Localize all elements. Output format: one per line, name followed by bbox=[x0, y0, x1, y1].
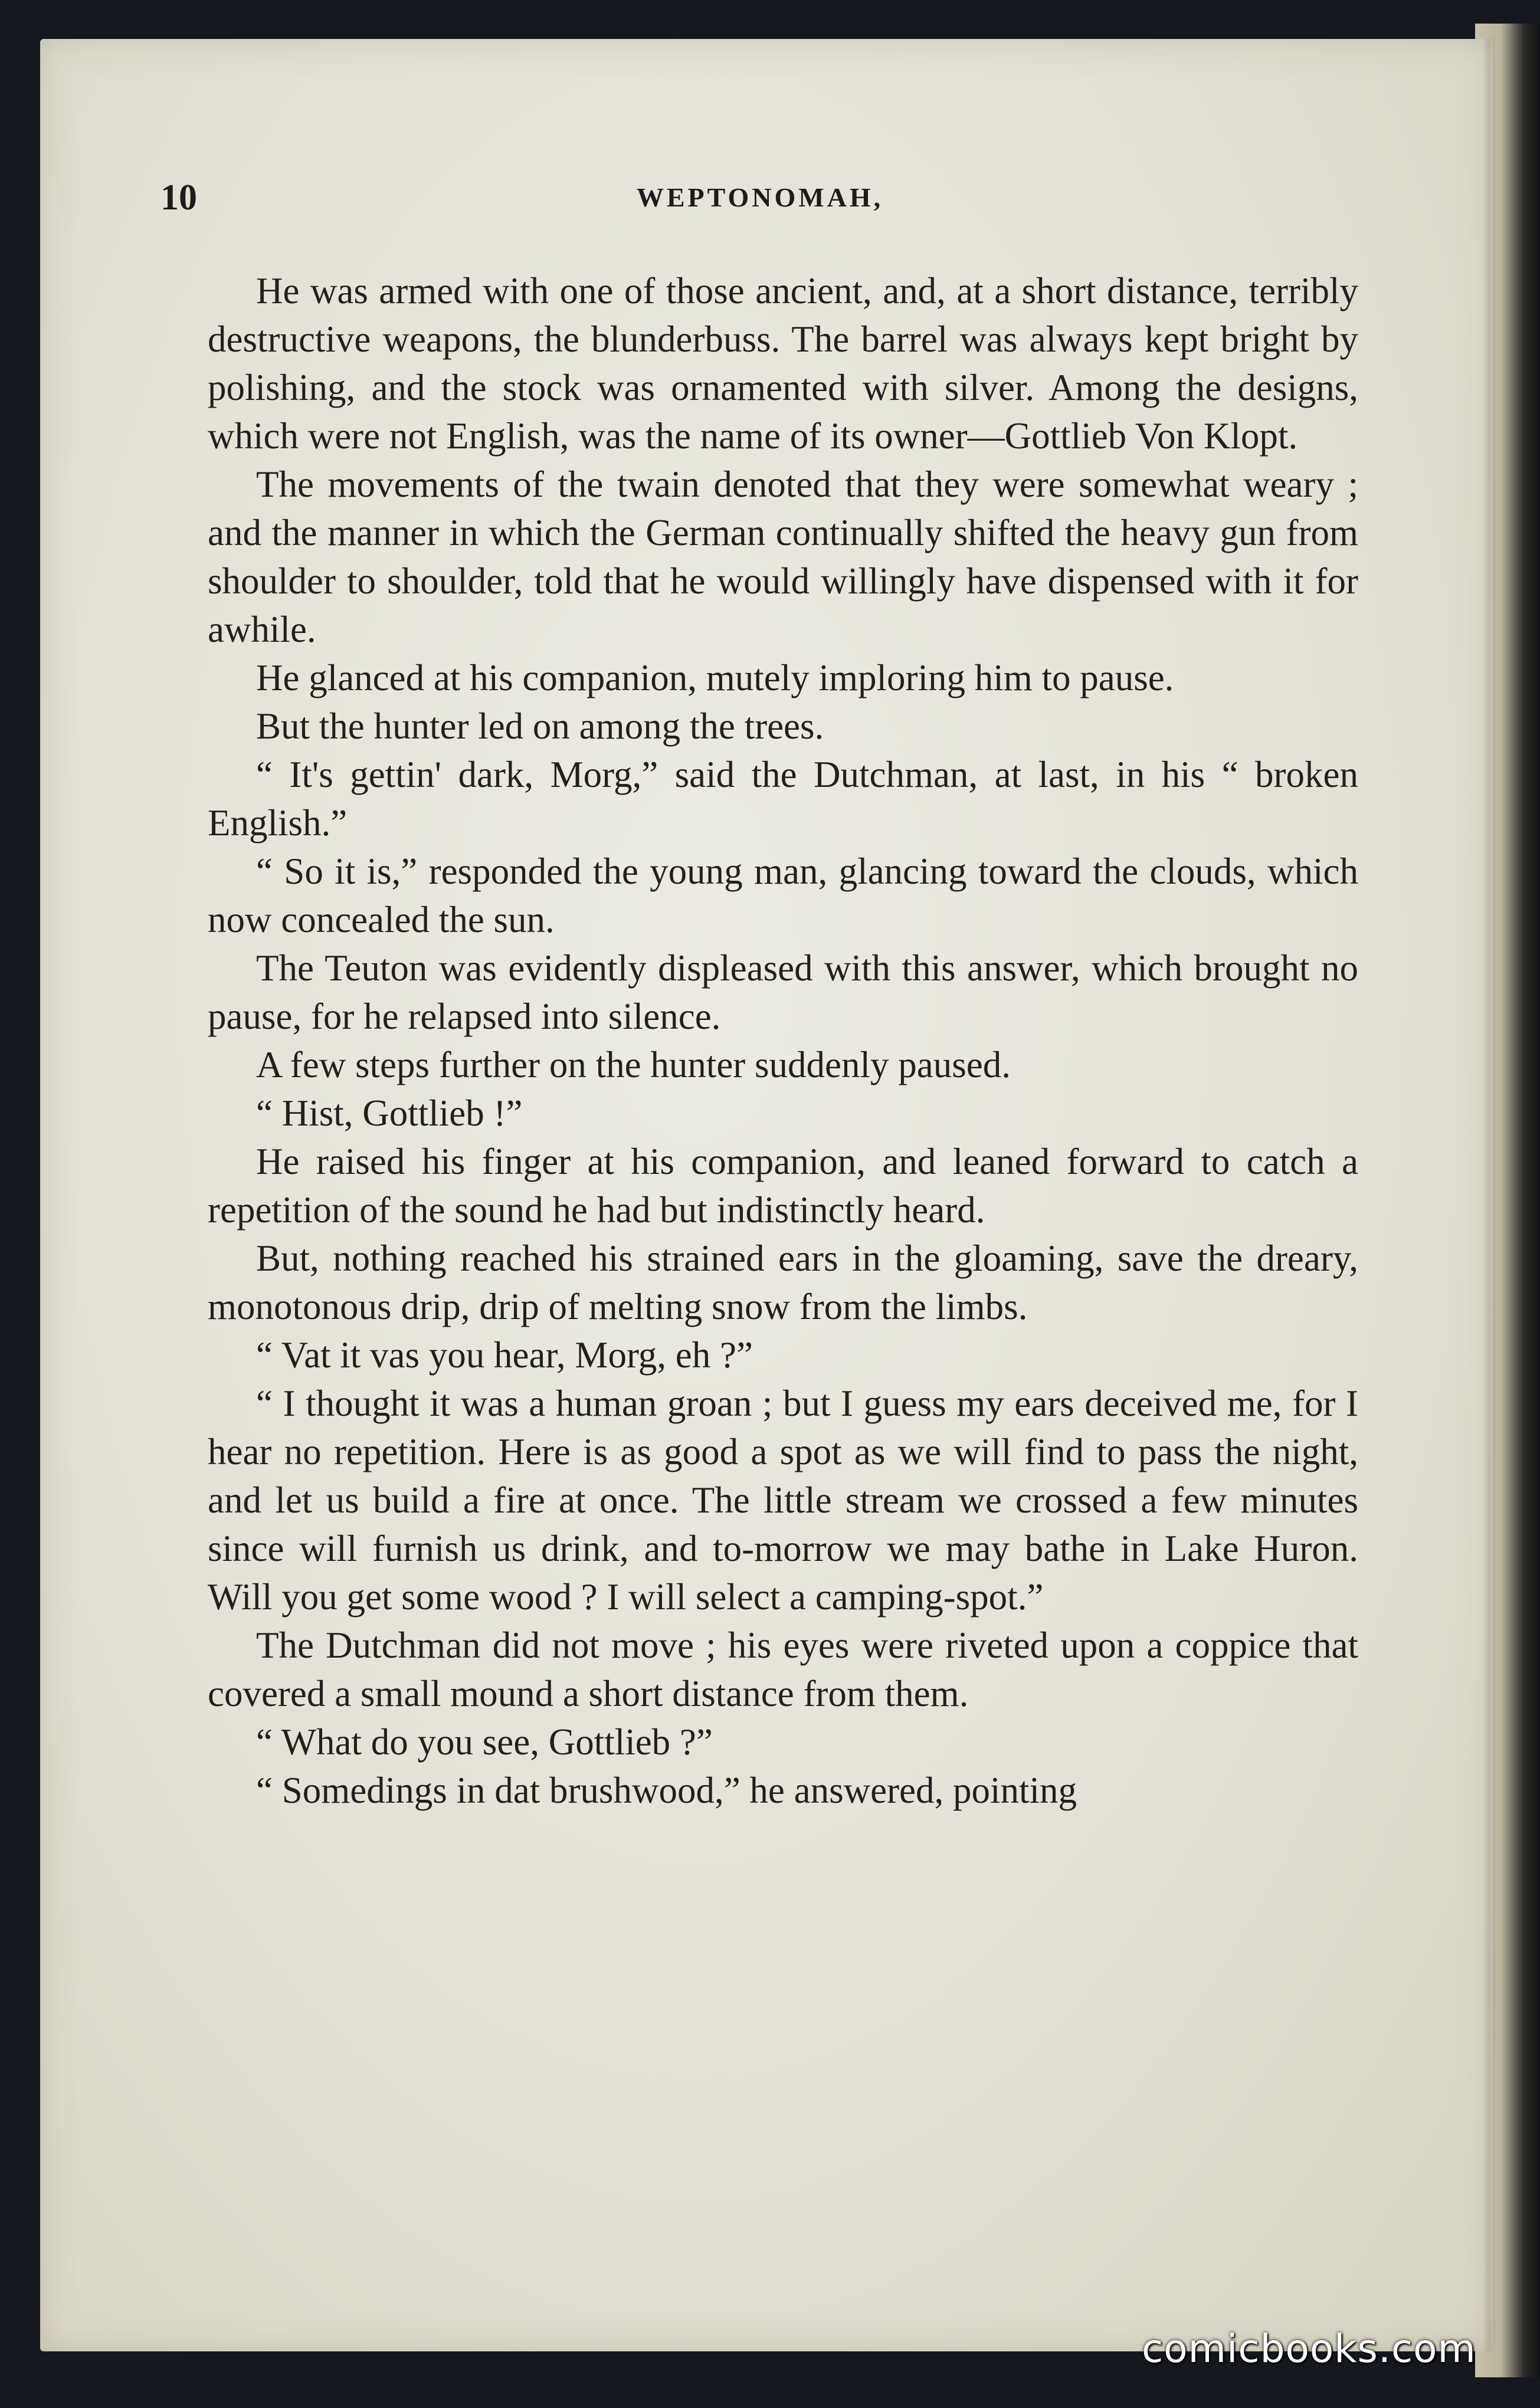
paragraph: He raised his finger at his companion, and leaned forward to catch a repetition of the sound he had but indistinctly heard. bbox=[208, 1141, 1358, 1231]
paragraph: But, nothing reached his strained ears in the gloaming, save the dreary, monotonous drip, drip of melting snow from the limbs. bbox=[208, 1238, 1358, 1327]
paragraph: “ It's gettin' dark, Morg,” said the Dutchman, at last, in his “ broken English.” bbox=[208, 754, 1358, 844]
paragraph: But the hunter led on among the trees. bbox=[256, 706, 824, 747]
paragraph: “ I thought it was a human groan ; but I guess my ears deceived me, for I hear no repetition. Here is as good a spot as we will find to pass the night, and let us build a fire at once. The little stream we crossed a few minutes since will furnish us drink, and to-morrow we may bathe in Lake Huron. Will you get some wood ? I will select a camping-spot.” bbox=[208, 1383, 1358, 1618]
paragraph: A few steps further on the hunter suddenly paused. bbox=[256, 1044, 1011, 1085]
paragraph: “ Vat it vas you hear, Morg, eh ?” bbox=[256, 1334, 753, 1376]
paragraph: “ Hist, Gottlieb !” bbox=[256, 1093, 523, 1134]
paragraph: The movements of the twain denoted that they were somewhat weary ; and the manner in which the German continually shifted the heavy gun from shoulder to shoulder, told that he would willingly have dispensed with it for awhile. bbox=[208, 464, 1358, 650]
page-header bbox=[160, 171, 1359, 224]
running-head: WEPTONOMAH, bbox=[636, 182, 884, 212]
site-watermark: comicbooks.com bbox=[1142, 2326, 1476, 2371]
page-number: 10 bbox=[160, 178, 197, 218]
page-fold-shadow bbox=[1483, 39, 1496, 2351]
paragraph: “ Somedings in dat brushwood,” he answered, pointing bbox=[256, 1770, 1077, 1811]
paragraph: He glanced at his companion, mutely imploring him to pause. bbox=[256, 657, 1174, 698]
paragraph: The Dutchman did not move ; his eyes were riveted upon a coppice that covered a small mound a short distance from them. bbox=[208, 1625, 1358, 1714]
paragraph: The Teuton was evidently displeased with this answer, which brought no pause, for he relapsed into silence. bbox=[208, 947, 1358, 1037]
paragraph: He was armed with one of those ancient, and, at a short distance, terribly destructive weapons, the blunderbuss. The barrel was always kept bright by polishing, and the stock was ornamented with silver. Among the designs, which were not English, was the name of its owner—Gottlieb Von Klopt. bbox=[208, 270, 1358, 457]
paragraph: “ So it is,” responded the young man, glancing toward the clouds, which now concealed the sun. bbox=[208, 851, 1358, 940]
body-text bbox=[208, 267, 1358, 1815]
paragraph: “ What do you see, Gottlieb ?” bbox=[256, 1721, 713, 1763]
